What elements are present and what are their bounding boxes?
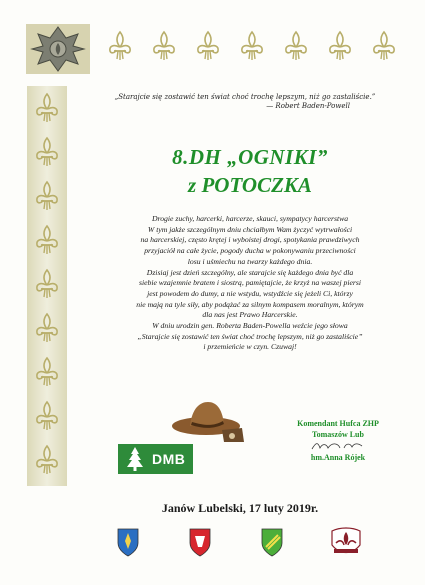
fleur-de-lis-icon xyxy=(33,92,61,124)
signature-line-3: hm.Anna Rójek xyxy=(310,453,366,462)
fleur-de-lis-icon xyxy=(106,30,134,62)
greeting-line: siebie wzajemnie bratem i siostrą, pamiętajcie, że krzyż na waszej piersi xyxy=(138,278,362,288)
dmb-label: DMB xyxy=(152,451,186,467)
greeting-line: na harcerskiej, często krętej i wyboistej drogi, spotykania prawdziwych xyxy=(140,235,360,245)
powiat-crest-icon xyxy=(188,527,212,557)
greeting-line: „Starajcie się zostawić ten świat choć trochę lepszym, niż go zastaliście” xyxy=(137,331,363,341)
fleur-de-lis-icon xyxy=(33,180,61,212)
fleur-de-lis-icon xyxy=(33,400,61,432)
scout-hat-icon xyxy=(170,396,245,444)
fleur-de-lis-icon xyxy=(33,356,61,388)
fleur-de-lis-icon xyxy=(33,268,61,300)
greeting-line: Drogie zuchy, harcerki, harcerze, skauci, sympatycy harcerstwa xyxy=(151,214,349,223)
janow-crest-icon xyxy=(116,527,140,557)
motto-quote: „Starajcie się zostawić ten świat choć trochę lepszym, niż go zastaliście.” xyxy=(114,93,376,101)
pine-tree-icon xyxy=(124,446,146,472)
fleur-de-lis-icon xyxy=(33,312,61,344)
greeting-line: przyjaciół na całe życie, pogody ducha w pokonywaniu przeciwności xyxy=(144,246,356,256)
motto-author: — Robert Baden-Powell xyxy=(266,102,350,110)
title-line-1: 8.DH „OGNIKI” xyxy=(172,145,328,169)
greeting-line: i przemieńcie w czyn. Czuwaj! xyxy=(203,342,297,352)
fleur-de-lis-icon xyxy=(150,30,178,62)
fleur-de-lis-icon xyxy=(370,30,398,62)
harcerski-cross-icon xyxy=(26,24,90,74)
signature-block xyxy=(268,418,408,463)
greeting-line: nie mają na tyle siły, aby podążać za silnym kompasem moralnym, którym xyxy=(136,299,364,309)
greeting-text xyxy=(92,214,408,353)
fleur-de-lis-icon xyxy=(238,30,266,62)
signature-line-2: Tomaszów Lub xyxy=(312,430,364,439)
fleur-de-lis-icon xyxy=(194,30,222,62)
handwritten-signature xyxy=(308,440,368,452)
fleur-de-lis-icon xyxy=(33,224,61,256)
greeting-line: Dzisiaj jest dzień szczególny, ale starajcie się każdego dnia być dla xyxy=(146,267,354,277)
signature-line-1: Komendant Hufca ZHP xyxy=(297,419,379,428)
fleur-de-lis-icon xyxy=(33,444,61,476)
dmb-logo xyxy=(118,444,193,474)
greeting-line: jest powodem do dumy, a nie wstydu, wstydźcie się jeżeli Ci, którzy xyxy=(147,288,353,298)
zhp-lily-crest-icon xyxy=(330,527,362,557)
greeting-line: losu i uśmiechu na twarzy każdego dnia. xyxy=(187,256,313,266)
fleur-de-lis-icon xyxy=(282,30,310,62)
greeting-line: W dniu urodzin gen. Roberta Baden-Powella weźcie jego słowa xyxy=(152,321,348,331)
fleur-de-lis-icon xyxy=(33,136,61,168)
fleur-de-lis-icon xyxy=(326,30,354,62)
greeting-line: dla nas jest Prawo Harcerskie. xyxy=(202,310,298,320)
gmina-crest-icon xyxy=(260,527,284,557)
greeting-line: W tym jakże szczególnym dniu chciałbym Wam życzyć wytrwałości xyxy=(147,224,353,234)
place-date: Janów Lubelski, 17 luty 2019r. xyxy=(161,501,319,515)
title-line-2: z POTOCZKA xyxy=(188,173,312,197)
